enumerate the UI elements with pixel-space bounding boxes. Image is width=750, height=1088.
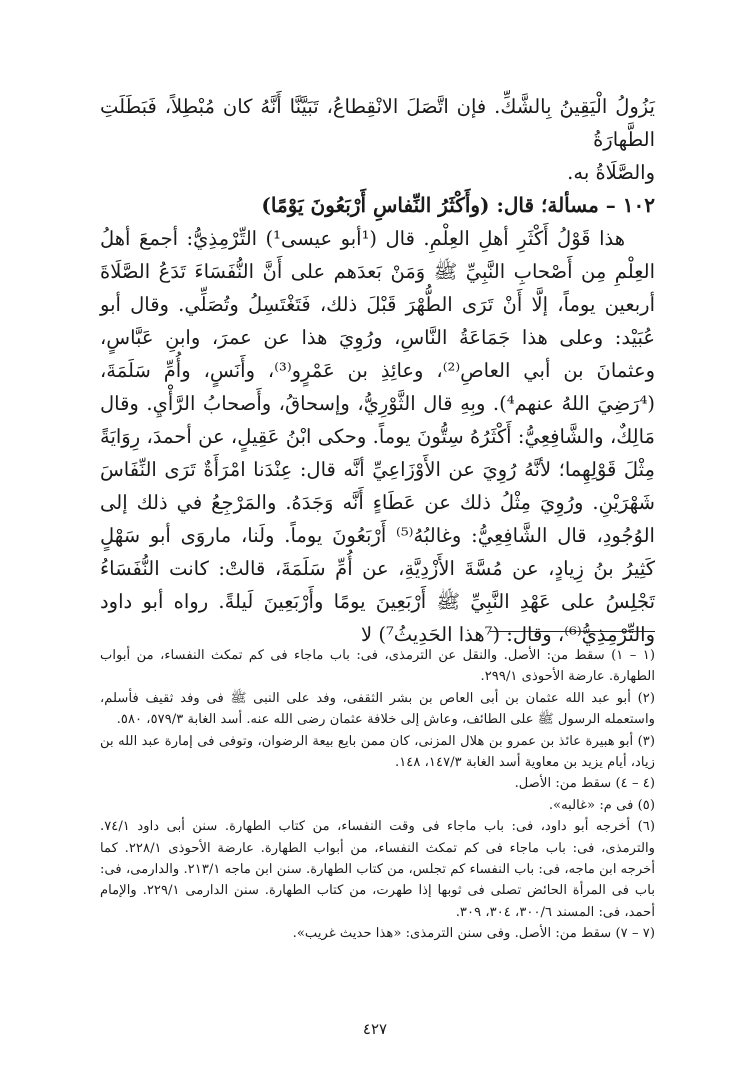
footnote-5: (٥) فى م: «غالبه». xyxy=(548,797,655,813)
body-paragraph: هذا قَوْلُ أَكْثَرِ أهلِ العِلْمِ. قال (¹أبو عيسى¹) التِّرْمِذِيُّ: أجمعَ أهلُ العِلْمِ مِن أَصْحابِ النَّبِيِّ ﷺ وَمَنْ بَعدَهم على أَنَّ النُّفَسَاءَ تَدَعُ الصَّلَاةَ أربعين يوماً، إلَّا أَنْ تَرَى الطُّهْرَ قَبْلَ ذلك، فَتَغْتَسِلُ وتُصَلِّي. وقال أبو عُبَيْد: وعلى هذا جَمَاعَةُ النَّاسِ، ورُوِيَ هذا عن عمرَ، وابنِ عَبَّاسٍ، وعثمانَ بن أبي العاصِ⁽²⁾، وعائِذِ بن عَمْرٍو⁽³⁾، وأَنَسٍ، وأُمِّ سَلَمَةَ، (⁴رَضِيَ اللهُ عنهم⁴). وبِهِ قال الثَّوْرِيُّ، وإسحاقُ، وأَصحابُ الرَّأْيِ. وقال مَالِكٌ، والشَّافِعِيُّ: أَكْثَرُهُ سِتُّونَ يوماً. وحكى ابْنُ عَقِيلٍ، عن أحمدَ، رِوَايَةً مِثْلَ قَوْلِهِما؛ لأنَّهُ رُوِيَ عن الأَوْزَاعِيِّ أنَّه قال: عِنْدَنا امْرَأَةٌ تَرَى النِّفَاسَ شَهْرَيْنِ. ورُوِيَ مِثْلُ ذلك عن عَطَاءٍ أَنَّه وَجَدَهُ. والمَرْجِعُ في ذلك إلى الوُجُودِ، قال الشَّافِعِيُّ: وغالبُهُ⁽⁵⁾ أَرْبَعُونَ يوماً. ولَنا، ماروَى أبو سَهْلٍ كَثِيرُ بنُ زِيادٍ، عن مُسَّةَ الأَزْدِيَّةِ، عن أُمِّ سَلَمَةَ، قالتْ: كانت النُّفَسَاءُ تَجْلِسُ على عَهْدِ النَّبِيِّ ﷺ أَرْبَعِينَ يومًا وأَرْبَعِينَ لَيلةً. رواه أبو داود والتِّرْمِذِيُّ⁽⁶⁾، وقال: (⁷هذا الحَدِيثُ⁷) لا xyxy=(100,227,655,646)
section-heading xyxy=(100,189,655,222)
intro-line-1: يَزُولُ الْيَقِينُ بِالشَّكِّ. فإن اتَّصَلَ الانْقِطاعُ، تَبَيَّنَّا أَنَّهُ كان مُبْطِلاً، فَبَطَلَتِ الطَّهارَةُ xyxy=(100,95,655,151)
footnote-4: (٤ – ٤) سقط من: الأصل. xyxy=(514,776,655,792)
footnote-3: (٣) أبو هبيرة عائذ بن عمرو بن هلال المزنى، كان ممن بايع بيعة الرضوان، وتوفى فى إمارة عبد الله بن زياد، أيام يزيد بن معاوية أسد الغابة ١٤٧/٣، ١٤٨. xyxy=(100,733,655,771)
footnote-divider xyxy=(490,631,655,632)
main-text xyxy=(100,90,655,651)
footnote-1: (١ – ١) سقط من: الأصل. والنقل عن الترمذى، فى: باب ماجاء فى كم تمكث النفساء، من أبواب الطهارة. عارضة الأحوذى ٢٩٩/١. xyxy=(100,648,655,685)
section-title: – مسألة؛ قال: (وأَكْثَرُ النِّفاسِ أَرْبَعُونَ يَوْمًا) xyxy=(261,193,616,217)
footnote-6: (٦) أخرجه أبو داود، فى: باب ماجاء فى وقت النفساء، من كتاب الطهارة. سنن أبى داود ٧٤/١. والترمذى، فى: باب ماجاء فى كم تمكث النفساء، من أبواب الطهارة. عارضة الأحوذى ٢٢٨/١. كما أخرجه ابن ماجه، فى: باب النفساء كم تجلس، من كتاب الطهارة. سنن ابن ماجه ٢١٣/١. والدارمى، فى: باب فى المرأة الحائض تصلى فى ثوبها إذا طهرت، من كتاب الطهارة. سنن الدارمى ٢٢٩/١. والإمام أحمد، فى: المسند ٣٠٠/٦، ٣٠٤، ٣٠٩. xyxy=(100,819,656,920)
footnote-7: (٧ – ٧) سقط من: الأصل. وفى سنن الترمذى: «هذا حديث غريب». xyxy=(292,926,655,942)
footnotes xyxy=(100,645,655,945)
page-number: ٤٢٧ xyxy=(362,1020,388,1038)
intro-line-2: والصَّلَاةُ به. xyxy=(567,161,655,184)
section-number: ١٠٢ xyxy=(622,193,655,217)
footnote-2: (٢) أبو عبد الله عثمان بن أبى العاص بن بشر الثقفى، وفد على النبى ﷺ فى وفد ثقيف فأسلم، واستعمله الرسول ﷺ على الطائف، وعاش إلى خلافة عثمان رضى الله عنه. أسد الغابة ٥٧٩/٣، ٥٨٠. xyxy=(100,690,655,728)
